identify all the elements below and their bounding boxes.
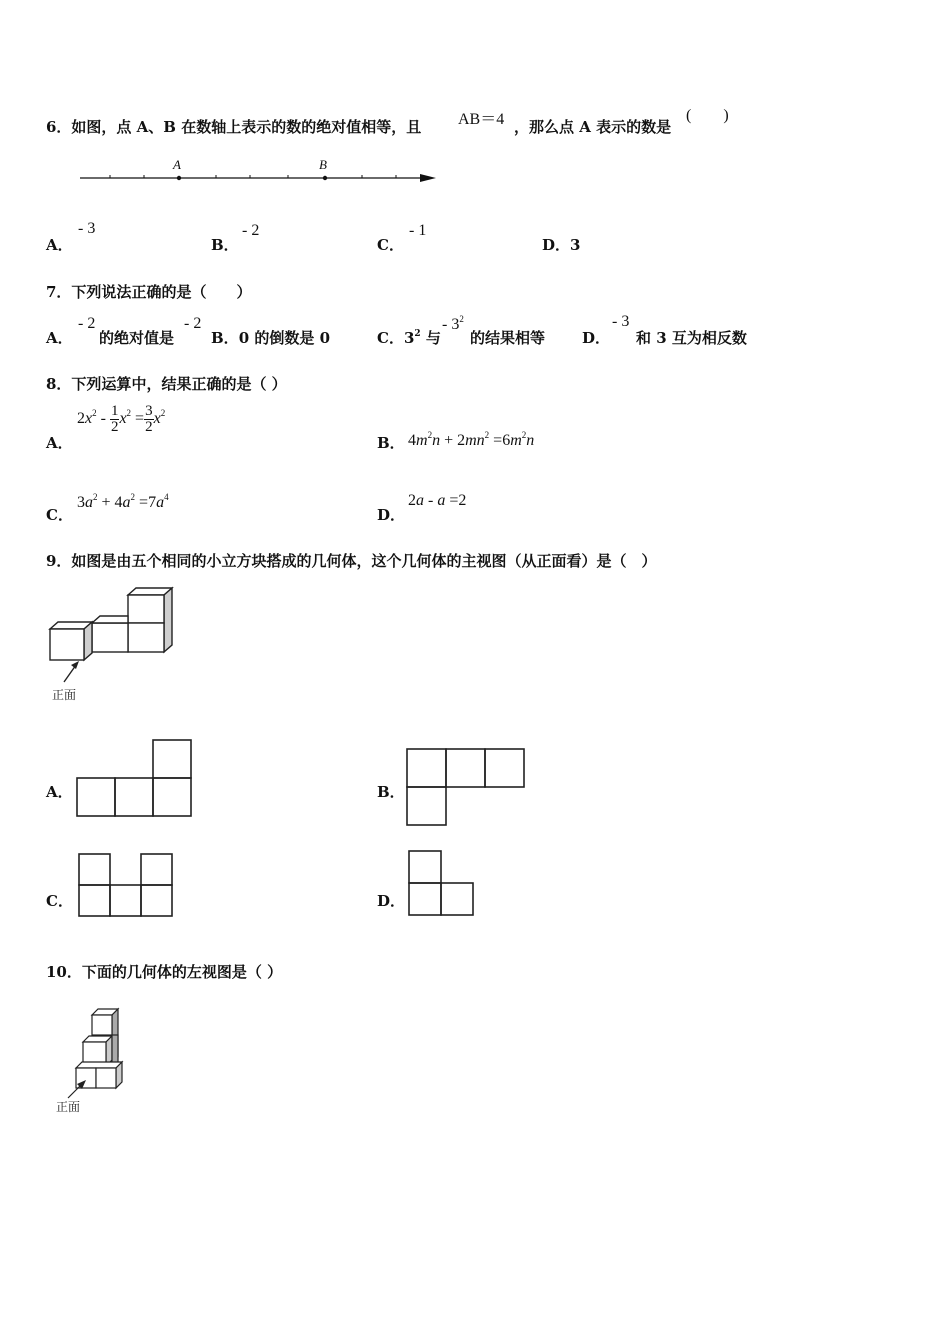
q10-front-label: 正面	[56, 1100, 81, 1114]
q8-option-b-expr: $4m^2n + 2mn^2 =6m^2n$	[408, 430, 535, 449]
arrow-icon	[71, 661, 79, 669]
q6-option-d-value: 3	[570, 236, 581, 254]
q8-option-c-expr: $3a^2 + 4a^2 =7a^4$	[77, 492, 169, 511]
q7-option-c-math-value: - 3	[442, 316, 460, 333]
q7-option-c-math	[442, 314, 464, 334]
q8-option-a-label: A．	[46, 434, 73, 452]
arrow-right-icon	[420, 174, 436, 182]
q7-option-b-text: 0 的倒数是 0	[238, 329, 331, 347]
q6-option-b-value: - 2	[242, 222, 260, 239]
q7-option-c-text1: 与	[425, 329, 441, 347]
q6-option-d	[542, 234, 580, 255]
point-a-label: A	[173, 157, 181, 172]
q7-option-a-label: A．	[46, 329, 73, 347]
q8-option-b-label: B．	[377, 434, 405, 452]
q7-option-d-label: D．	[582, 329, 611, 347]
q9-option-a-figure	[76, 738, 196, 818]
q8-option-c-label: C．	[46, 506, 73, 524]
q7-stem: 7．下列说法正确的是（ ）	[46, 283, 252, 301]
q7-option-c-math-exp: 2	[459, 314, 464, 324]
q6-stem	[46, 116, 421, 137]
q8-option-d-expr: 2a - a =2	[408, 492, 467, 509]
q9-stem: 9．如图是由五个相同的小立方块搭成的几何体，这个几何体的主视图（从正面看）是（ ）	[46, 552, 657, 570]
q7-option-b-label: B．	[211, 329, 239, 347]
q10-cube-figure	[52, 1002, 142, 1117]
q7-option-c-base: 3	[403, 329, 415, 347]
q6-answer-paren: ( )	[686, 107, 729, 124]
q7-option-b	[211, 327, 330, 348]
q7-option-d-text: 和 3 互为相反数	[636, 329, 747, 347]
q6-option-d-label: D．	[542, 236, 571, 254]
point-b-label: B	[319, 157, 327, 172]
q6-option-c-value: - 1	[409, 222, 427, 239]
q6-option-b-label: B．	[211, 236, 239, 254]
q8-option-d-label: D．	[377, 506, 406, 524]
q6-stem-prefix: 6．如图，点 A、B 在数轴上表示的数的绝对值相等，且	[46, 118, 422, 136]
q8-stem: 8．下列运算中，结果正确的是（ ）	[46, 375, 287, 393]
q9-option-c-label: C．	[46, 892, 73, 910]
q9-option-d-label: D．	[377, 892, 406, 910]
q8-option-a-expr: $2x^2$ - $\frac{1}{2}$ $x^2$ = $\frac{3}{2}$ $x^2$	[77, 403, 166, 435]
q9-cube-figure	[44, 585, 184, 707]
q9-option-c-figure	[77, 852, 177, 920]
q9-option-d-figure	[407, 849, 479, 919]
q7-option-d-math: - 3	[612, 313, 630, 330]
q6-option-a-label: A．	[46, 236, 73, 254]
point-b	[323, 176, 327, 180]
q7-option-a-math2: - 2	[184, 315, 202, 332]
q9-option-b-label: B．	[377, 783, 405, 801]
number-line-figure	[78, 155, 448, 195]
q6-option-c-label: C．	[377, 236, 404, 254]
q7-option-a-math1: - 2	[78, 315, 96, 332]
q6-stem-suffix: ，那么点 A 表示的数是	[514, 118, 672, 136]
point-a	[177, 176, 181, 180]
q9-front-label: 正面	[52, 688, 77, 702]
q7-option-c-label: C．	[377, 329, 404, 347]
q6-option-a-value: - 3	[78, 220, 96, 237]
q6-math-ab: AB＝4	[458, 111, 505, 128]
q10-stem: 10．下面的几何体的左视图是（ ）	[46, 963, 283, 981]
q9-option-b-figure	[406, 747, 528, 827]
q7-option-c-text2: 的结果相等	[470, 329, 546, 347]
q7-option-a-text: 的绝对值是	[99, 329, 175, 347]
q7-option-c	[377, 327, 441, 348]
q9-option-a-label: A．	[46, 783, 73, 801]
q7-option-c-exp: 2	[414, 329, 421, 339]
